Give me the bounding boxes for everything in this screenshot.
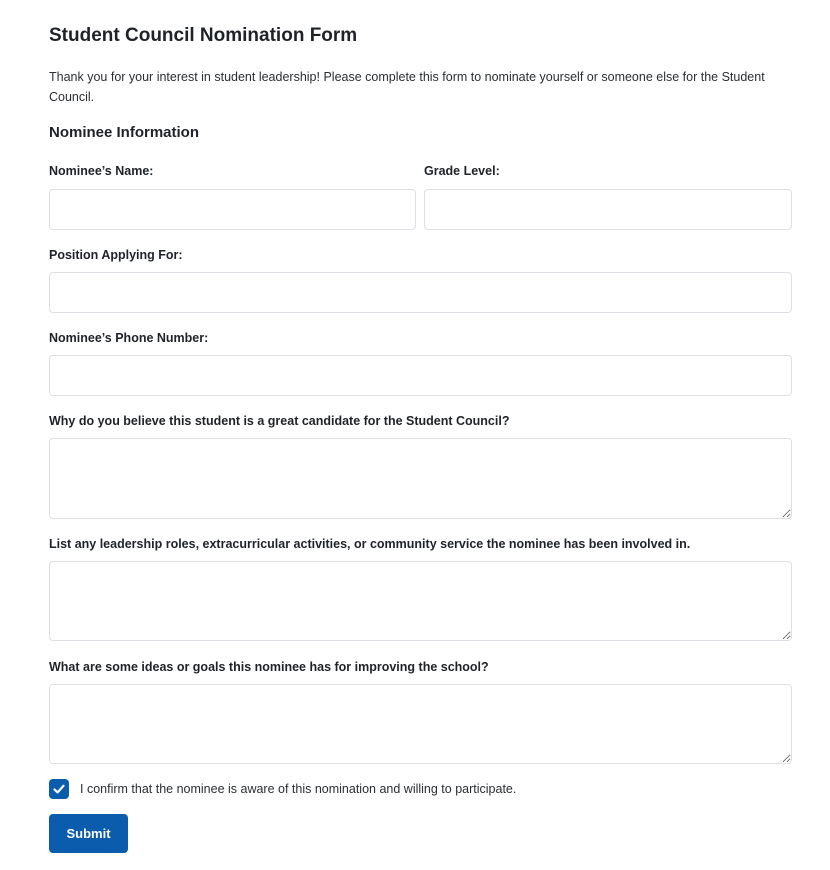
phone-input[interactable] [49,355,792,396]
checkmark-icon [52,782,66,796]
phone-label: Nominee’s Phone Number: [49,331,209,345]
leadership-roles-label: List any leadership roles, extracurricular activities, or community service the nominee has been involved in. [49,537,691,551]
why-candidate-textarea[interactable] [49,438,792,519]
grade-level-input[interactable] [424,189,792,230]
grade-level-label: Grade Level: [424,164,500,178]
nominee-name-input[interactable] [49,189,416,230]
intro-text: Thank you for your interest in student leadership! Please complete this form to nominate yourself or someone else for the Student Council. [49,70,765,104]
why-candidate-label: Why do you believe this student is a great candidate for the Student Council? [49,414,510,428]
nominee-name-label: Nominee’s Name: [49,164,154,178]
position-label: Position Applying For: [49,248,183,262]
page-title: Student Council Nomination Form [49,25,358,46]
confirm-checkbox[interactable] [49,779,69,799]
leadership-roles-textarea[interactable] [49,561,792,641]
section-heading-nominee-info: Nominee Information [49,124,200,141]
submit-button[interactable]: Submit [49,814,128,853]
ideas-goals-textarea[interactable] [49,684,792,764]
ideas-goals-label: What are some ideas or goals this nominee has for improving the school? [49,660,489,674]
confirm-label: I confirm that the nominee is aware of this nomination and willing to participate. [80,782,517,796]
position-input[interactable] [49,272,792,313]
